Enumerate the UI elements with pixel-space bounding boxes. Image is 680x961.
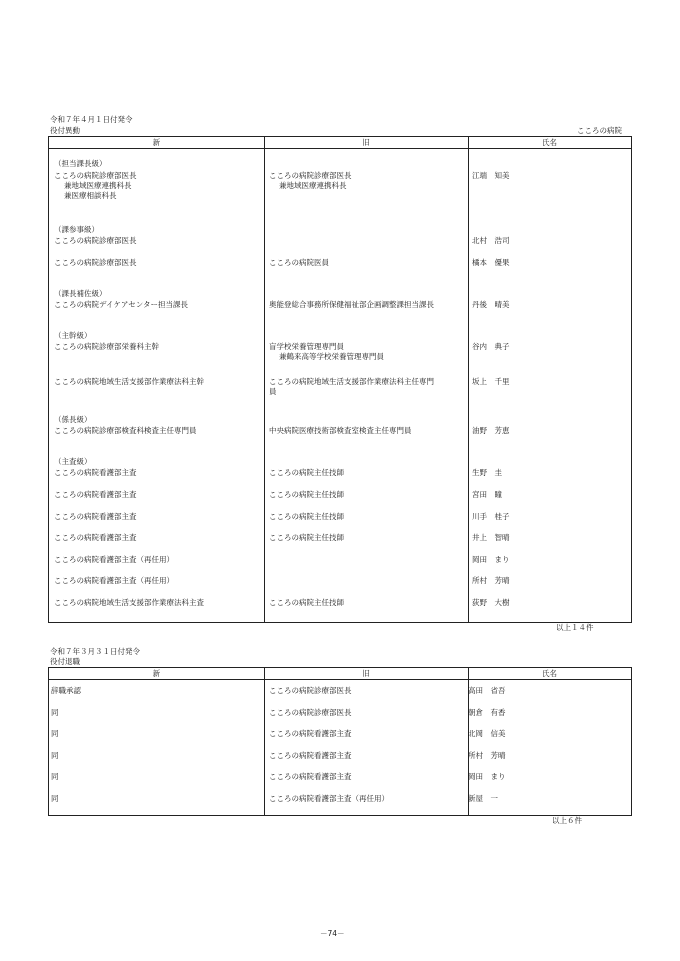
header-name: 氏名 bbox=[542, 138, 557, 147]
person-name: 坂上 千里 bbox=[472, 377, 510, 386]
person-name: 井上 智晴 bbox=[472, 533, 510, 542]
new-position: こころの病院診療部栄養科主幹 bbox=[54, 342, 159, 351]
old-position: こころの病院看護部主査 bbox=[269, 772, 352, 781]
old-position: こころの病院診療部医長 bbox=[269, 707, 352, 717]
section2-category: 役付退職 bbox=[50, 657, 80, 666]
person-name: 所村 芳晴 bbox=[468, 750, 506, 760]
new-position: こころの病院看護部主査 bbox=[54, 512, 137, 521]
new-position: こころの病院デイケアセンター担当課長 bbox=[54, 300, 188, 309]
person-name: 生野 圭 bbox=[472, 468, 502, 477]
new-position: 兼地域医療連携科長 bbox=[64, 181, 132, 190]
section1-table bbox=[48, 136, 632, 623]
header-new: 新 bbox=[152, 138, 161, 147]
section1-table-header bbox=[49, 137, 631, 149]
new-position: こころの病院看護部主査 bbox=[54, 533, 137, 542]
old-position: 盲学校栄養管理専門員 bbox=[269, 342, 344, 351]
new-status: 同 bbox=[51, 707, 59, 717]
old-position: 中央病院医療技術部検査室検査主任専門員 bbox=[269, 426, 412, 435]
old-position: 兼地域医療連携科長 bbox=[279, 181, 347, 190]
new-position: こころの病院診療部医長 bbox=[54, 236, 137, 245]
person-name: 高田 省吾 bbox=[468, 686, 506, 695]
old-position: こころの病院主任技師 bbox=[269, 490, 344, 499]
header-old: 旧 bbox=[362, 138, 370, 147]
person-name: 橘本 優果 bbox=[472, 258, 510, 267]
section1-org: こころの病院 bbox=[577, 126, 622, 135]
new-status: 同 bbox=[51, 772, 59, 781]
old-position: こころの病院看護部主査 bbox=[269, 750, 352, 760]
new-position: こころの病院看護部主査（再任用） bbox=[54, 555, 174, 564]
person-name: 丹後 晴美 bbox=[472, 300, 510, 309]
section2-table-header bbox=[49, 668, 631, 680]
person-name: 所村 芳晴 bbox=[472, 576, 510, 585]
group-label: （担当課長級） bbox=[54, 159, 107, 168]
group-label: （係長級） bbox=[54, 415, 92, 424]
new-status: 同 bbox=[51, 729, 59, 738]
new-position: こころの病院看護部主査 bbox=[54, 468, 137, 477]
header-name: 氏名 bbox=[542, 669, 557, 678]
old-position: こころの病院主任技師 bbox=[269, 512, 344, 521]
new-position: 兼医療相談科長 bbox=[64, 191, 117, 200]
old-position: こころの病院診療部医長 bbox=[269, 171, 352, 180]
group-label: （課参事級） bbox=[54, 225, 99, 234]
person-name: 北村 浩司 bbox=[472, 236, 510, 245]
person-name: 谷内 典子 bbox=[472, 342, 510, 351]
section2-date: 令和７年３月３１日付発令 bbox=[50, 647, 140, 656]
old-position: こころの病院主任技師 bbox=[269, 533, 344, 542]
old-position: こころの病院医員 bbox=[269, 258, 329, 267]
group-label: （主査級） bbox=[54, 457, 92, 466]
person-name: 新屋 一 bbox=[468, 793, 498, 803]
section1-total: 以上１４件 bbox=[556, 623, 594, 632]
old-position: こころの病院地域生活支援部作業療法科主任専門 bbox=[269, 377, 434, 386]
person-name: 荻野 大樹 bbox=[472, 598, 510, 607]
group-label: （主幹級） bbox=[54, 331, 92, 340]
new-position: こころの病院診療部医長 bbox=[54, 171, 137, 180]
old-position: こころの病院主任技師 bbox=[269, 598, 344, 607]
person-name: 川手 桂子 bbox=[472, 512, 510, 521]
old-position: こころの病院主任技師 bbox=[269, 468, 344, 477]
person-name: 岡田 まり bbox=[472, 555, 510, 564]
old-position: こころの病院看護部主査（再任用） bbox=[269, 793, 389, 803]
person-name: 北岡 信美 bbox=[468, 729, 506, 738]
new-position: こころの病院診療部検査科検査主任専門員 bbox=[54, 426, 197, 435]
new-position: こころの病院地域生活支援部作業療法科主幹 bbox=[54, 377, 204, 386]
new-position: こころの病院診療部医長 bbox=[54, 258, 137, 267]
section2-total: 以上６件 bbox=[552, 816, 582, 825]
new-position: こころの病院看護部主査 bbox=[54, 490, 137, 499]
person-name: 岡田 まり bbox=[468, 772, 506, 781]
header-new: 新 bbox=[152, 669, 161, 678]
group-label: （課長補佐級） bbox=[54, 289, 107, 298]
section1-category: 役付異動 bbox=[50, 126, 80, 135]
header-old: 旧 bbox=[362, 669, 370, 678]
person-name: 朝倉 有香 bbox=[468, 707, 506, 717]
person-name: 宮田 瞳 bbox=[472, 490, 502, 499]
page-number: －74－ bbox=[320, 929, 345, 938]
old-position: 員 bbox=[269, 387, 277, 396]
section2-table bbox=[48, 667, 632, 816]
new-status: 辞職承認 bbox=[51, 686, 81, 695]
old-position: こころの病院看護部主査 bbox=[269, 729, 352, 738]
person-name: 油野 芳恵 bbox=[472, 426, 510, 435]
new-status: 同 bbox=[51, 793, 59, 803]
old-position: 奥能登総合事務所保健福祉部企画調整課担当課長 bbox=[269, 300, 434, 309]
old-position: 兼鶴来高等学校栄養管理専門員 bbox=[279, 352, 384, 361]
person-name: 江端 知美 bbox=[472, 171, 510, 180]
new-position: こころの病院地域生活支援部作業療法科主査 bbox=[54, 598, 204, 607]
new-status: 同 bbox=[51, 750, 59, 760]
old-position: こころの病院診療部医長 bbox=[269, 686, 352, 695]
new-position: こころの病院看護部主査（再任用） bbox=[54, 576, 174, 585]
section1-date: 令和７年４月１日付発令 bbox=[50, 115, 133, 124]
